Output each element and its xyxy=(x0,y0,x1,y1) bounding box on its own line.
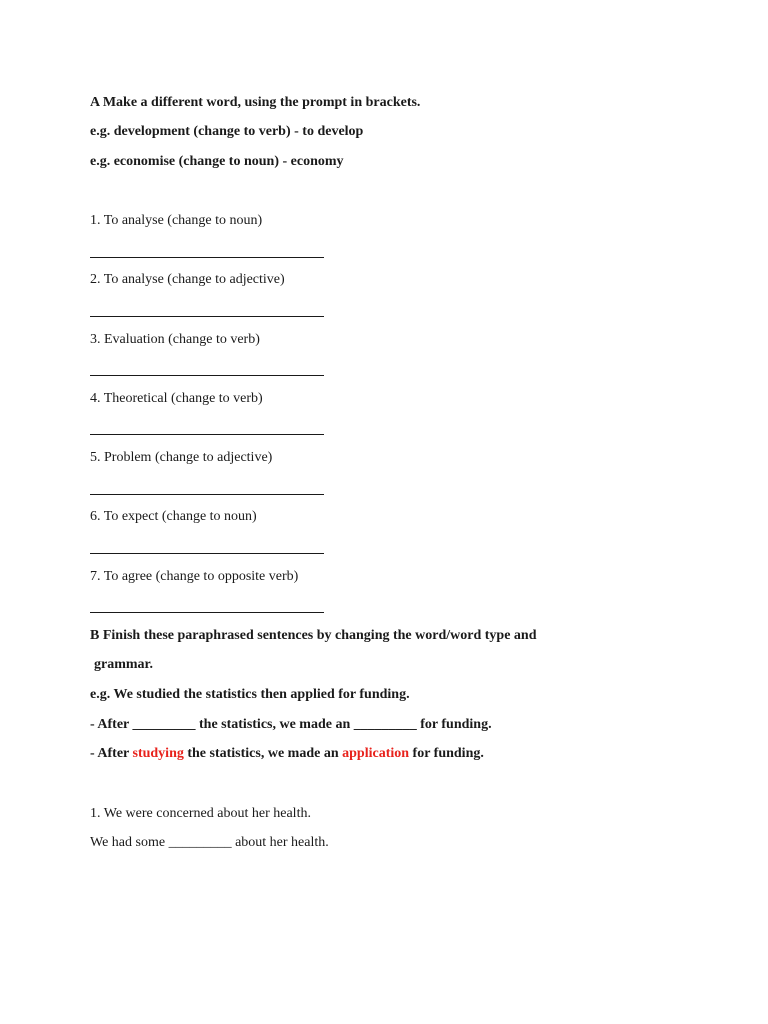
template-part-3: for funding. xyxy=(416,717,492,732)
question-1-part-1: We had some xyxy=(90,835,169,850)
section-b-question-1-prompt: 1. We were concerned about her health. xyxy=(90,806,311,821)
section-a-heading: A Make a different word, using the prompt in brackets. xyxy=(90,95,421,110)
answer-line-6 xyxy=(90,553,324,554)
answer-line-2 xyxy=(90,316,324,317)
answer-line-7 xyxy=(90,612,324,613)
section-a-item-7: 7. To agree (change to opposite verb) xyxy=(90,569,299,584)
answer-word-studying: studying xyxy=(132,746,184,761)
template-blank-1: _________ xyxy=(132,717,196,732)
section-a-item-3: 3. Evaluation (change to verb) xyxy=(90,332,260,347)
template-blank-2: _________ xyxy=(353,717,417,732)
answer-line-5 xyxy=(90,494,324,495)
question-1-part-2: about her health. xyxy=(231,835,329,850)
section-b-template-sentence xyxy=(90,716,492,734)
section-b-question-1-sentence xyxy=(90,834,329,852)
section-a-item-2: 2. To analyse (change to adjective) xyxy=(90,272,285,287)
answer-part-2: the statistics, we made an xyxy=(183,746,343,761)
answer-line-3 xyxy=(90,375,324,376)
section-a-example-1: e.g. development (change to verb) - to develop xyxy=(90,124,364,139)
section-b-answer-sentence xyxy=(90,745,484,763)
answer-part-3: for funding. xyxy=(409,746,484,761)
answer-line-1 xyxy=(90,257,324,258)
template-part-2: the statistics, we made an xyxy=(195,717,354,732)
section-b-heading-line-1: B Finish these paraphrased sentences by changing the word/word type and xyxy=(90,628,537,643)
section-b-heading-line-2: grammar. xyxy=(94,657,153,672)
section-a-item-4: 4. Theoretical (change to verb) xyxy=(90,391,263,406)
template-part-1: - After xyxy=(90,717,133,732)
section-a-example-2: e.g. economise (change to noun) - economy xyxy=(90,154,344,169)
section-a-item-5: 5. Problem (change to adjective) xyxy=(90,450,273,465)
answer-line-4 xyxy=(90,434,324,435)
answer-word-application: application xyxy=(342,746,410,761)
section-a-item-1: 1. To analyse (change to noun) xyxy=(90,213,263,228)
section-a-item-6: 6. To expect (change to noun) xyxy=(90,509,257,524)
section-b-example: e.g. We studied the statistics then applied for funding. xyxy=(90,687,410,702)
answer-part-1: - After xyxy=(90,746,133,761)
question-1-blank: _________ xyxy=(168,835,232,850)
